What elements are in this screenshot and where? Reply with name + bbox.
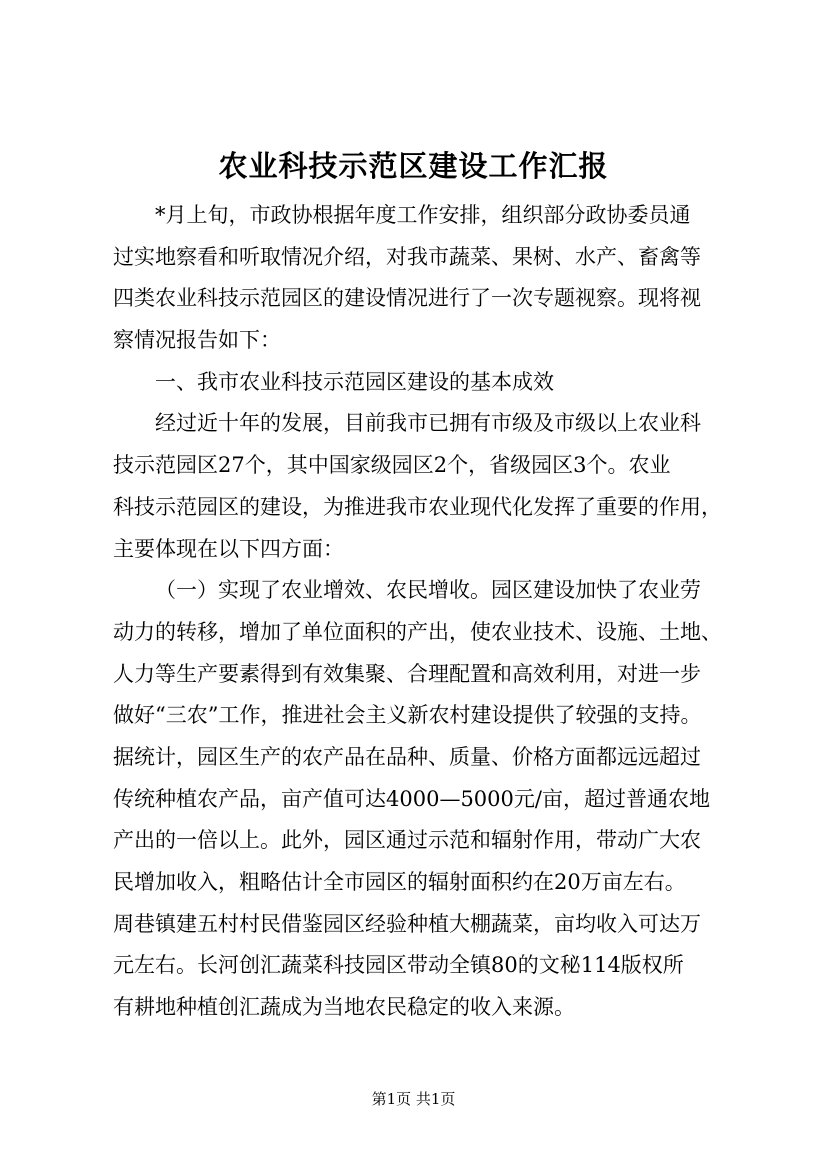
paragraph-line: 周巷镇建五村村民借鉴园区经验种植大棚蔬菜，亩均收入可达万 — [113, 911, 701, 936]
document-title: 农业科技示范区建设工作汇报 — [218, 149, 609, 183]
paragraph-line: 动力的转移，增加了单位面积的产出，使农业技术、设施、土地、 — [113, 619, 722, 644]
page-footer: 第1页 共1页 — [371, 1090, 456, 1108]
paragraph-line: 元左右。长河创汇蔬菜科技园区带动全镇80的文秘114版权所 — [113, 953, 684, 978]
paragraph-line: 传统种植农产品，亩产值可达4000—5000元/亩，超过普通农地 — [113, 786, 710, 811]
paragraph-line: 技示范园区27个，其中国家级园区2个，省级园区3个。农业 — [113, 453, 671, 478]
document-body — [113, 195, 733, 1029]
section-heading: 一、我市农业科技示范园区建设的基本成效 — [155, 369, 554, 394]
paragraph-line: 人力等生产要素得到有效集聚、合理配置和高效利用，对进一步 — [113, 661, 701, 686]
paragraph-line: 有耕地种植创汇蔬成为当地农民稳定的收入来源。 — [113, 995, 575, 1020]
paragraph-line: 做好“三农”工作，推进社会主义新农村建设提供了较强的支持。 — [113, 703, 702, 728]
paragraph-line: 过实地察看和听取情况介绍，对我市蔬菜、果树、水产、畜禽等 — [113, 244, 701, 269]
paragraph-line: 察情况报告如下： — [113, 328, 281, 353]
paragraph-line: *月上旬，市政协根据年度工作安排，组织部分政协委员通 — [155, 203, 691, 227]
paragraph-line: 科技示范园区的建设，为推进我市农业现代化发挥了重要的作用， — [113, 494, 722, 519]
paragraph-line: 民增加收入，粗略估计全市园区的辐射面积约在20万亩左右。 — [113, 870, 686, 894]
paragraph-line: 经过近十年的发展，目前我市已拥有市级及市级以上农业科 — [155, 411, 701, 436]
paragraph-line: （一）实现了农业增效、农民增收。园区建设加快了农业劳 — [155, 578, 701, 603]
paragraph-line: 据统计，园区生产的农产品在品种、质量、价格方面都远远超过 — [113, 744, 701, 769]
paragraph-line: 四类农业科技示范园区的建设情况进行了一次专题视察。现将视 — [113, 286, 701, 311]
paragraph-line: 主要体现在以下四方面： — [113, 536, 344, 561]
paragraph-line: 产出的一倍以上。此外，园区通过示范和辐射作用，带动广大农 — [113, 828, 701, 853]
